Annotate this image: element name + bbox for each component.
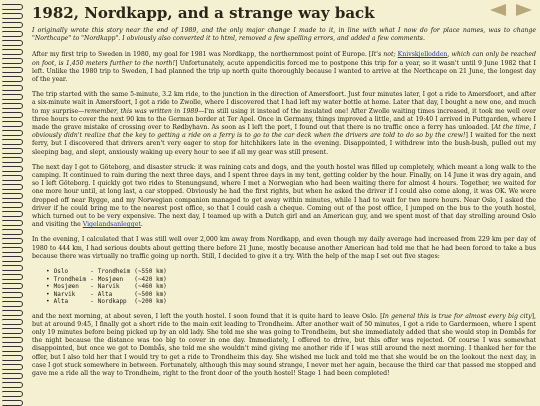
stage-from: Oslo	[53, 268, 69, 276]
stage-to: Alta	[97, 290, 113, 298]
page-content	[32, 0, 536, 405]
paragraph-4: In the evening, I calculated that I was still well over 2,000 km away from Nordkapp, and even though my daily average had increased from 229 km per day of 1980 to 444 km, I had serious doubts about getting there before 21 June, mostly because another American had told me that he had been forced to take a bus because there was virtually no traffic going up north. Still, I decided to give it a try. With the help of the map I set out five stages:	[32, 236, 536, 260]
bullet: •	[46, 275, 50, 283]
binding-ring	[2, 382, 23, 388]
binding-ring	[2, 247, 23, 253]
binding-ring	[2, 364, 23, 370]
binding-ring	[2, 139, 23, 145]
binding-ring	[2, 13, 23, 19]
intro-paragraph: I originally wrote this story near the end of 1989, and the only major change I made to it, in line with what I now do for place names, was to change "Northcape" to "Nordkapp". I obviously also converted it to html, removed a few spelling errors, and added a few comments.	[32, 27, 536, 43]
binding-ring	[2, 40, 23, 46]
binding-ring	[2, 85, 23, 91]
stage-distance: (~460 km)	[134, 283, 167, 291]
binding-ring	[2, 301, 23, 307]
binding-ring	[2, 355, 23, 361]
stage-from: Narvik	[53, 290, 76, 298]
binding-ring	[2, 22, 23, 28]
binding-ring	[2, 4, 23, 10]
stage-to: Nordkapp	[97, 298, 127, 306]
bullet: •	[46, 283, 50, 291]
binding-ring	[2, 76, 23, 82]
stage-dash: -	[90, 268, 94, 276]
stage-distance: (~420 km)	[134, 275, 167, 283]
binding-ring	[2, 256, 23, 262]
bullet: •	[46, 290, 50, 298]
stage-from: Alta	[53, 298, 69, 306]
stage-distance: (~200 km)	[134, 298, 167, 306]
binding-ring	[2, 130, 23, 136]
page-title: 1982, Nordkapp, and a strange way back	[32, 4, 375, 22]
binding-ring	[2, 373, 23, 379]
binding-ring	[2, 49, 23, 55]
binding-ring	[2, 67, 23, 73]
binding-ring	[2, 292, 23, 298]
binding-ring	[2, 265, 23, 271]
stage-row	[46, 291, 171, 299]
binding-ring	[2, 319, 23, 325]
stage-to: Mosjøen	[97, 275, 124, 283]
binding-ring	[2, 157, 23, 163]
binding-ring	[2, 112, 23, 118]
binding-ring	[2, 337, 23, 343]
binding-ring	[2, 328, 23, 334]
paragraph-3: The next day I got to Göteborg, and disaster struck: it was raining cats and dogs, and the youth hostel was filled up completely, which meant a long walk to the camping. It continued to rain during the next three days, and I spent three days in my tent, getting colder by the hour. Finally, on 14 June it was dry again, and so I left Göteborg. I quickly got two rides to Stenungsund, where I met a Norwegian who had been waiting there for almost 4 hours. Together, we waited for one more hour until, at long last, a car stopped. Obviously he had the first rights, but when he asked the driver if I could also come along, it was OK. We were dropped off near Rygge, and my Norwegian companion managed to get away within minutes, while I had to wait for two more hours. Near Oslo, I asked the driver if he could bring me to the nearest post office, so that I could cash a cheque. Coming out of the post office, I jumped on the bus to the youth hostel, which turned out to be very expensive. The next day, I teamed up with a Dutch girl and an American guy, and we spent most of that day strolling around Oslo and visiting the Vigelandsanlegget.	[32, 163, 536, 229]
stage-to: Narvik	[97, 283, 120, 291]
paragraph-1: After my first trip to Sweden in 1980, my goal for 1981 was Nordkapp, the northernmost point of Europe. [It's not; Knivskjellodden, which can only be reached on foot, is 1,450 meters further to the north!] Unfortunately, acute appendicitis forced me to postpone this trip for a year, so it wasn't until 9 June 1982 that I left. Unlike the 1980 trip to Sweden, I had planned the trip up north quite thoroughly because I wanted to arrive at the Northcape on 21 June, the longest day of the year.	[32, 51, 536, 84]
spiral-binding	[0, 0, 28, 405]
binding-ring	[2, 310, 23, 316]
stages-table	[46, 268, 171, 306]
stage-row	[46, 276, 171, 284]
stage-from: Mosjøen	[53, 283, 79, 291]
knivskjellodden-link[interactable]: Knivskjellodden	[397, 51, 448, 59]
binding-ring	[2, 94, 23, 100]
stage-to: Trondheim	[97, 268, 131, 276]
binding-ring	[2, 166, 23, 172]
paragraph-2: The trip started with the same 5-minute, 3.2 km ride, to the junction in the direction of Amersfoort. Just four minutes later, I got a ride to Amersfoort, and after a six-minute wait in Amersfoort, I got a ride to Zwolle, where I discovered that I had left my water bottle at home. Later that day, I bought a new one, and much to my surprise—remember, this was written in 1989—I'm still using it instead of the insulated one! After Zwolle waiting times increased, it took me well over three hours to cover the next 90 km to the German border at Ter Apel. Once in Germany, things improved a little, and at 19:40 I arrived in Puttgarden, where I made the grave mistake of crossing over to Rødbyhavn. As soon as I left the port, I found out that there is no traffic once a ferry has unloaded. [At the time, I obviously didn't realize that the key to getting a ride on a ferry is to go to the car deck when the drivers are told to do so by the crew!] I waited for the next ferry, but I discovered that drivers aren't very eager to stop for hitchhikers late in the evening. Disappointed, I withdrew into the bush-bush, pulled out my sleeping bag, and slept, anxiously waking up every hour to see if all my gear was still present.	[32, 91, 536, 156]
bullet: •	[46, 268, 50, 276]
binding-ring	[2, 283, 23, 289]
stage-dash: -	[90, 275, 94, 283]
binding-ring	[2, 400, 23, 406]
arrow-right-icon[interactable]	[514, 4, 532, 16]
binding-ring	[2, 391, 23, 397]
binding-ring	[2, 175, 23, 181]
stage-distance: (~550 km)	[134, 268, 167, 276]
stage-dash: -	[90, 290, 94, 298]
binding-ring	[2, 211, 23, 217]
stage-row	[46, 298, 171, 306]
arrow-left-icon[interactable]	[490, 4, 508, 16]
paragraph-5: and the next morning, at about seven, I left the youth hostel. I soon found that it is quite hard to leave Oslo. [In general this is true for almost every big city], but at around 9:45, I finally got a short ride to the main exit leading to Trondheim. After another wait of 50 minutes, I got a ride to Gardermoen, where I spent only 19 minutes before being picked up by an old lady. She told me she was going to Trondheim, but she immediately added that she would stop in Dombås for the night because the distance was too big to cover in one day. Immediately, I offered to drive, but this offer was rejected. Of course I was somewhat disappointed, but once we got to Dombås, she told me she wouldn't mind giving me another ride if I was still around the next morning. I thanked her for the offer, but I also told her that I would try to get a ride to Trondheim this day. She wished me luck and told me that she would be on the lookout the next day, in case I got stuck somewhere in between. Fortunately, although this may sound strange, I never met her again, because the third car that passed me stopped and gave me a ride all the way to Trondheim, right to the front door of the youth hostel! Stage 1 had been completed!	[32, 312, 536, 377]
binding-ring	[2, 121, 23, 127]
binding-ring	[2, 184, 23, 190]
stage-row	[46, 268, 171, 276]
binding-ring	[2, 103, 23, 109]
binding-ring	[2, 193, 23, 199]
stage-from: Trondheim	[53, 275, 87, 283]
bullet: •	[46, 298, 50, 306]
binding-ring	[2, 148, 23, 154]
binding-ring	[2, 274, 23, 280]
stage-dash: -	[90, 283, 94, 291]
binding-ring	[2, 238, 23, 244]
stage-dash: -	[90, 298, 94, 306]
binding-ring	[2, 220, 23, 226]
binding-ring	[2, 202, 23, 208]
binding-ring	[2, 58, 23, 64]
page-navigation	[490, 4, 532, 16]
vigelandsanlegget-link[interactable]: Vigelandsanlegget	[82, 221, 141, 229]
binding-ring	[2, 31, 23, 37]
stage-row	[46, 283, 171, 291]
binding-ring	[2, 346, 23, 352]
stage-distance: (~500 km)	[134, 290, 167, 298]
binding-ring	[2, 229, 23, 235]
